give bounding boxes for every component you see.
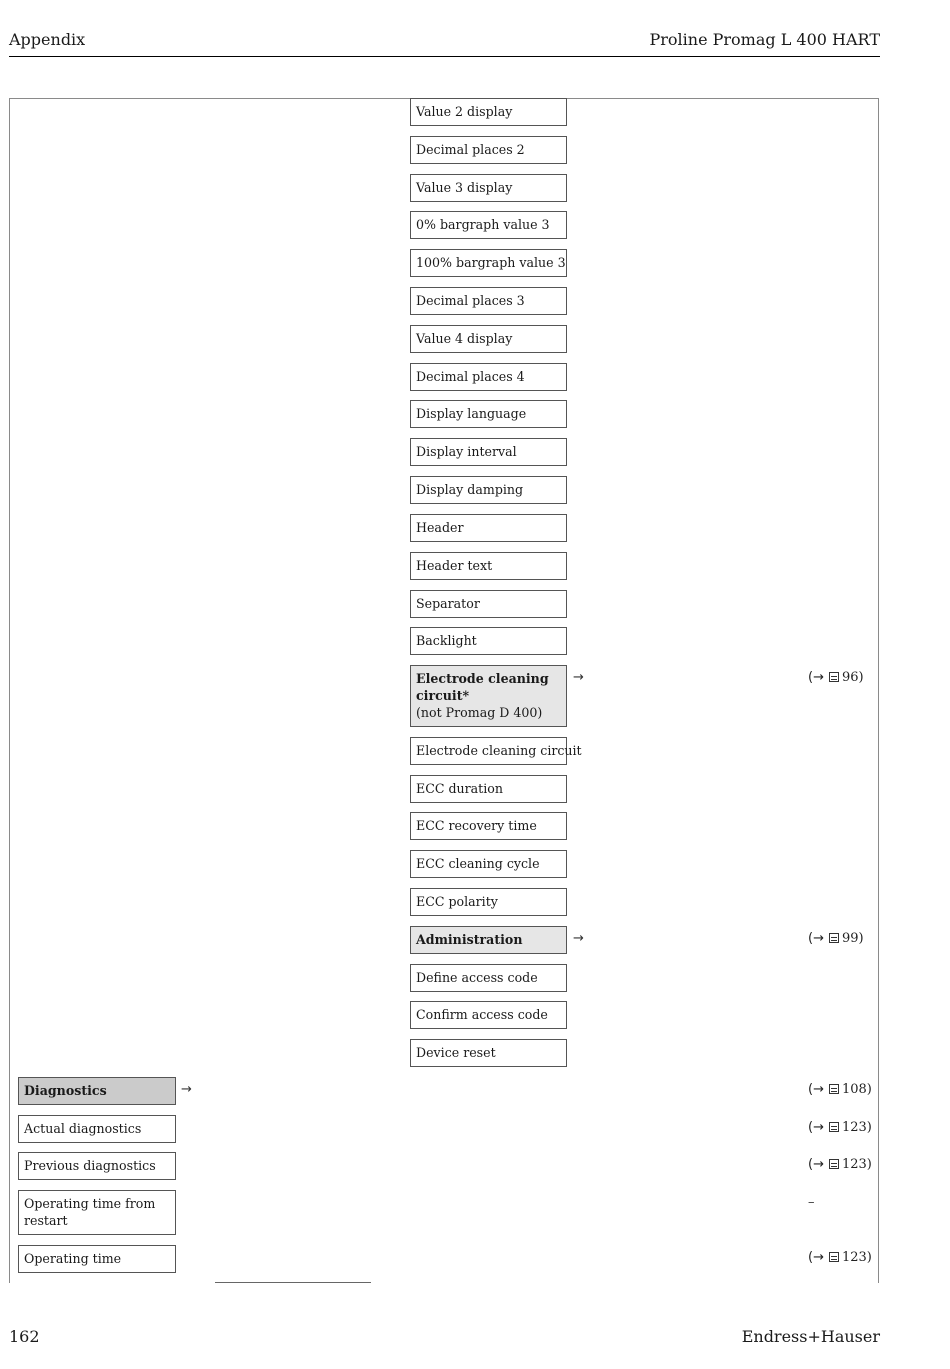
param-backlight[interactable]: Backlight — [410, 627, 567, 655]
param-100-bargraph-value-3[interactable]: 100% bargraph value 3 — [410, 249, 567, 277]
param-electrode-cleaning-circuit[interactable]: Electrode cleaning circuit — [410, 737, 567, 765]
param-ecc-recovery-time[interactable]: ECC recovery time — [410, 812, 567, 840]
param-ecc-cleaning-cycle[interactable]: ECC cleaning cycle — [410, 850, 567, 878]
ref-page-number: 123) — [841, 1250, 872, 1265]
ref-page-number: 99) — [841, 931, 864, 946]
page-ref-actual-diagnostics[interactable] — [808, 1120, 872, 1136]
submenu-electrode-note: (not Promag D 400) — [416, 705, 543, 720]
page-header-product: Proline Promag L 400 HART — [649, 30, 880, 49]
page-ref-administration[interactable] — [808, 931, 864, 947]
ref-arrow-icon: (→ — [808, 1157, 824, 1172]
param-define-access-code[interactable]: Define access code — [410, 964, 567, 992]
param-value-3-display[interactable]: Value 3 display — [410, 174, 567, 202]
param-actual-diagnostics[interactable]: Actual diagnostics — [18, 1115, 176, 1143]
param-separator[interactable]: Separator — [410, 590, 567, 618]
ref-arrow-icon: (→ — [808, 1120, 824, 1135]
header-rule — [9, 56, 880, 57]
param-operating-time[interactable]: Operating time — [18, 1245, 176, 1273]
ref-arrow-icon: (→ — [808, 1250, 824, 1265]
param-value-4-display[interactable]: Value 4 display — [410, 325, 567, 353]
param-ecc-polarity[interactable]: ECC polarity — [410, 888, 567, 916]
param-header[interactable]: Header — [410, 514, 567, 542]
footer-brand: Endress+Hauser — [741, 1327, 880, 1346]
document-page-icon — [829, 672, 839, 682]
submenu-electrode-cleaning-circuit[interactable] — [410, 665, 567, 727]
document-page-icon — [829, 1252, 839, 1262]
page-header-section: Appendix — [9, 30, 86, 49]
continuation-line — [215, 1282, 371, 1283]
param-device-reset[interactable]: Device reset — [410, 1039, 567, 1067]
param-display-interval[interactable]: Display interval — [410, 438, 567, 466]
ref-arrow-icon: (→ — [808, 931, 824, 946]
param-ecc-duration[interactable]: ECC duration — [410, 775, 567, 803]
ref-page-number: 123) — [841, 1120, 872, 1135]
param-0-bargraph-value-3[interactable]: 0% bargraph value 3 — [410, 211, 567, 239]
document-page-icon — [829, 1084, 839, 1094]
page-ref-none: – — [808, 1195, 815, 1210]
param-confirm-access-code[interactable]: Confirm access code — [410, 1001, 567, 1029]
arrow-right-icon: → — [573, 670, 584, 685]
ref-arrow-icon: (→ — [808, 1082, 824, 1097]
page-ref-previous-diagnostics[interactable] — [808, 1157, 872, 1173]
page-ref-operating-time[interactable] — [808, 1250, 872, 1266]
menu-diagnostics[interactable]: Diagnostics — [18, 1077, 176, 1105]
param-decimal-places-2[interactable]: Decimal places 2 — [410, 136, 567, 164]
param-previous-diagnostics[interactable]: Previous diagnostics — [18, 1152, 176, 1180]
ref-page-number: 96) — [841, 670, 864, 685]
availability-asterisk: * — [462, 688, 470, 703]
page-ref-diagnostics[interactable] — [808, 1082, 872, 1098]
ref-page-number: 123) — [841, 1157, 872, 1172]
document-page-icon — [829, 1122, 839, 1132]
param-display-damping[interactable]: Display damping — [410, 476, 567, 504]
arrow-right-icon: → — [181, 1082, 192, 1097]
submenu-administration[interactable]: Administration — [410, 926, 567, 954]
ref-page-number: 108) — [841, 1082, 872, 1097]
document-page-icon — [829, 933, 839, 943]
param-decimal-places-4[interactable]: Decimal places 4 — [410, 363, 567, 391]
submenu-electrode-label: Electrode cleaning circuit — [416, 671, 549, 703]
param-header-text[interactable]: Header text — [410, 552, 567, 580]
param-value-2-display[interactable]: Value 2 display — [410, 98, 567, 126]
arrow-right-icon: → — [573, 931, 584, 946]
param-display-language[interactable]: Display language — [410, 400, 567, 428]
page-number: 162 — [9, 1327, 40, 1346]
document-page-icon — [829, 1159, 839, 1169]
param-decimal-places-3[interactable]: Decimal places 3 — [410, 287, 567, 315]
ref-arrow-icon: (→ — [808, 670, 824, 685]
param-operating-time-from-restart[interactable]: Operating time from restart — [18, 1190, 176, 1235]
page-ref-electrode[interactable] — [808, 670, 864, 686]
